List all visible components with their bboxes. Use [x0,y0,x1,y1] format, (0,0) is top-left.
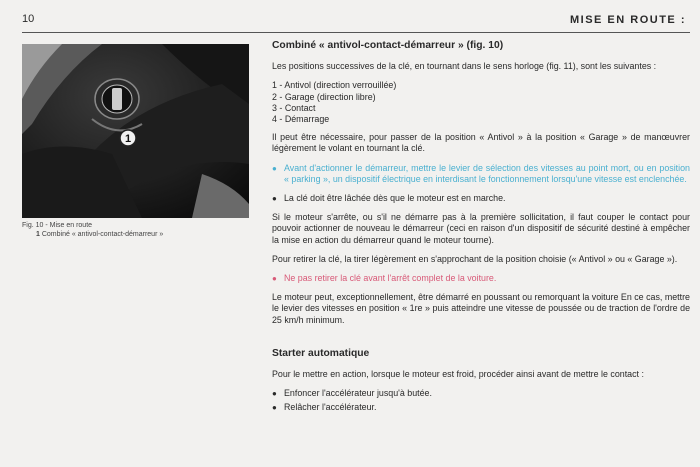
remove-key-paragraph: Pour retirer la clé, la tirer légèrement en s'approchant de la position choisie (« Antivol » ou « Garage »). [272,253,678,264]
starter-step-text: Relâcher l'accélérateur. [284,402,377,413]
intro-paragraph: Les positions successives de la clé, en tournant dans le sens horloge (fig. 11), sont les suivantes : [272,61,657,72]
push-start-paragraph: Le moteur peut, exceptionnellement, être démarré en poussant ou remorquant la voiture En ce cas, mettre le levier des vitesses en position « 1re » puis atteindre une vitesse de poussée ou de traction de l'ordre de 25 km/h minimum. [272,292,690,325]
heading-antivol: Combiné « antivol-contact-démarreur » (fig. 10) [272,40,504,51]
page-number: 10 [22,13,35,25]
caption-line1: Fig. 10 - Mise en route [22,222,93,229]
release-note-text: La clé doit être lâchée dès que le moteur est en marche. [284,193,506,204]
section-title: MISE EN ROUTE : [569,14,686,26]
heading-starter: Starter automatique [272,347,370,359]
bullet-icon: ● [272,194,277,204]
list-item: 4 - Démarrage [272,114,330,125]
key-positions-list [272,80,690,125]
list-item [272,388,690,399]
starter-step-text: Enfoncer l'accélérateur jusqu'à butée. [284,388,432,399]
pink-note-text: Ne pas retirer la clé avant l'arrêt complet de la voiture. [284,273,497,284]
list-item [272,402,690,413]
starter-steps [272,388,690,413]
stall-paragraph: Si le moteur s'arrête, ou s'il ne démarre pas à la première sollicitation, il faut couper le contact pour pouvoir actionner de nouveau le démarreur (ceci en raison d'un dispositif de sécurité destiné à empêcher la mise en action du démarreur quand le moteur tourne). [272,212,690,245]
caption-line2 [22,231,163,240]
section-spacer [272,334,690,348]
bullet-icon: ● [272,389,277,399]
bullet-icon: ● [272,274,277,284]
ignition-photo [22,44,249,218]
release-note [272,193,690,204]
steering-paragraph: Il peut être nécessaire, pour passer de la position « Antivol » à la position « Garage » de manœuvrer légèrement le volant en tournant la clé. [272,132,690,154]
starter-paragraph: Pour le mettre en action, lorsque le moteur est froid, procéder ainsi avant de mettre le contact : [272,369,644,380]
blue-note [272,163,690,185]
header-rule [22,32,690,33]
callout-number: 1 [124,133,132,145]
figure-caption [22,222,163,239]
bullet-icon: ● [272,163,277,173]
bullet-icon: ● [272,403,277,413]
caption-item-number: 1 [36,230,40,238]
pink-note [272,273,690,284]
list-item: 1 - Antivol (direction verrouillée) [272,80,397,91]
list-item: 2 - Garage (direction libre) [272,91,376,102]
caption-item-text: Combiné « antivol-contact-démarreur » [41,230,164,238]
blue-note-text: Avant d'actionner le démarreur, mettre le levier de sélection des vitesses au point mort, ou en position « parking », un dispositif électrique en interdisant le fonctionnement lorsqu'une vitesse est enclenchée. [284,162,690,184]
main-text-column [272,40,690,417]
list-item: 3 - Contact [272,102,316,113]
